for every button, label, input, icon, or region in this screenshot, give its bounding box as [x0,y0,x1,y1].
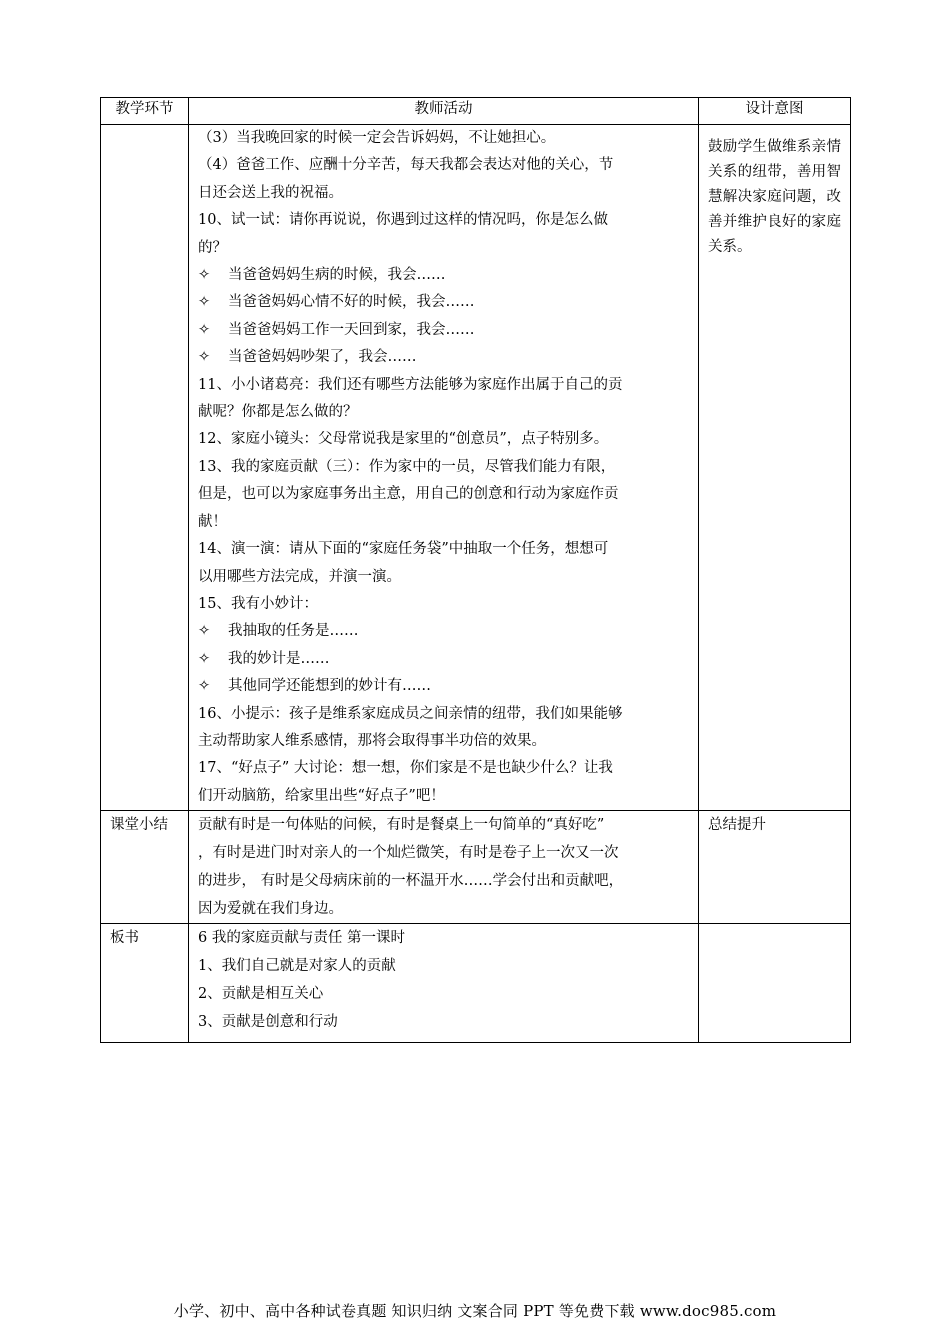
intent-cell-board [699,924,851,1043]
activity-line: 10、试一试：请你再说说，你遇到过这样的情况吗，你是怎么做 [198,212,608,229]
activity-line: 主动帮助家人维系感情，那将会取得事半功倍的效果。 [198,732,546,749]
intent-cell-summary: 总结提升 [699,811,851,924]
board-line: 6 我的家庭贡献与责任 第一课时 [198,930,405,947]
activity-line: 11、小小诸葛亮：我们还有哪些方法能够为家庭作出属于自己的贡 [198,376,623,393]
bullet-text: 当爸爸妈妈吵架了，我会…… [228,349,417,366]
activity-line: （4）爸爸工作、应酬十分辛苦，每天我都会表达对他的关心，节 [198,157,614,174]
activity-line: （3）当我晚回家的时候一定会告诉妈妈，不让她担心。 [198,130,556,146]
summary-cell [189,811,699,924]
activity-line: 们开动脑筋，给家里出些“好点子”吧！ [198,787,445,804]
sparkle-icon: ✧ [198,321,211,338]
header-stage: 教学环节 [101,98,189,125]
activity-line: 日还会送上我的祝福。 [198,184,343,201]
table-header-row [101,98,851,125]
stage-cell-board: 板书 [101,924,189,1043]
bullet-item [198,646,689,673]
bullet-text: 我抽取的任务是…… [228,623,359,640]
sparkle-icon: ✧ [198,678,211,695]
table-row-board [101,924,851,1043]
bullet-text: 我的妙计是…… [228,650,330,667]
sparkle-icon: ✧ [198,267,211,284]
activity-line: 12、家庭小镜头：父母常说我是家里的“创意员”，点子特别多。 [198,431,609,448]
activity-line: 17、“好点子” 大讨论：想一想，你们家是不是也缺少什么？让我 [198,760,613,777]
stage-cell [101,125,189,811]
bullet-item [198,344,689,371]
sparkle-icon: ✧ [198,650,211,667]
summary-line: 的进步， 有时是父母病床前的一杯温开水……学会付出和贡献吧， [198,873,624,890]
bullet-item [198,618,689,645]
bullet-text: 其他同学还能想到的妙计有…… [228,678,431,695]
table-row-summary [101,811,851,924]
bullet-text: 当爸爸妈妈心情不好的时候，我会…… [228,294,475,311]
summary-line: 贡献有时是一句体贴的问候，有时是餐桌上一句简单的“真好吃” [198,817,605,834]
board-line: 1、我们自己就是对家人的贡献 [198,958,396,975]
page-footer: 小学、初中、高中各种试卷真题 知识归纳 文案合同 PPT 等免费下载 www.doc985.com [173,1302,777,1320]
sparkle-icon: ✧ [198,294,211,311]
activity-line: 的？ [198,239,227,256]
table-row-activities [101,125,851,811]
intent-cell [699,125,851,811]
bullet-item [198,262,689,289]
activity-line: 16、小提示：孩子是维系家庭成员之间亲情的纽带，我们如果能够 [198,705,623,722]
board-line: 2、贡献是相互关心 [198,986,324,1003]
bullet-text: 当爸爸妈妈工作一天回到家，我会…… [228,321,475,338]
sparkle-icon: ✧ [198,623,211,640]
intent-text: 鼓励学生做维系亲情关系的纽带，善用智慧解决家庭问题，改善并维护良好的家庭关系。 [708,139,841,255]
bullet-item [198,673,689,700]
lesson-plan-table [100,97,851,1043]
board-cell [189,924,699,1043]
activity-line: 14、演一演：请从下面的“家庭任务袋”中抽取一个任务，想想可 [198,541,609,558]
activity-line: 献！ [198,513,227,530]
board-line: 3、贡献是创意和行动 [198,1014,338,1031]
summary-line: 因为爱就在我们身边。 [198,901,343,918]
sparkle-icon: ✧ [198,349,211,366]
activity-line: 13、我的家庭贡献（三）：作为家中的一员，尽管我们能力有限， [198,458,616,475]
bullet-text: 当爸爸妈妈生病的时候，我会…… [228,267,446,284]
stage-cell-summary: 课堂小结 [101,811,189,924]
header-activity: 教师活动 [189,98,699,125]
bullet-item [198,317,689,344]
activity-line: 献呢？你都是怎么做的？ [198,404,358,421]
bullet-item [198,289,689,316]
activity-line: 以用哪些方法完成，并演一演。 [198,568,401,585]
summary-line: ，有时是进门时对亲人的一个灿烂微笑，有时是卷子上一次又一次 [198,845,619,862]
activity-line: 15、我有小妙计： [198,595,318,612]
activity-line: 但是，也可以为家庭事务出主意，用自己的创意和行动为家庭作贡 [198,486,619,503]
activity-cell [189,125,699,811]
header-intent: 设计意图 [699,98,851,125]
